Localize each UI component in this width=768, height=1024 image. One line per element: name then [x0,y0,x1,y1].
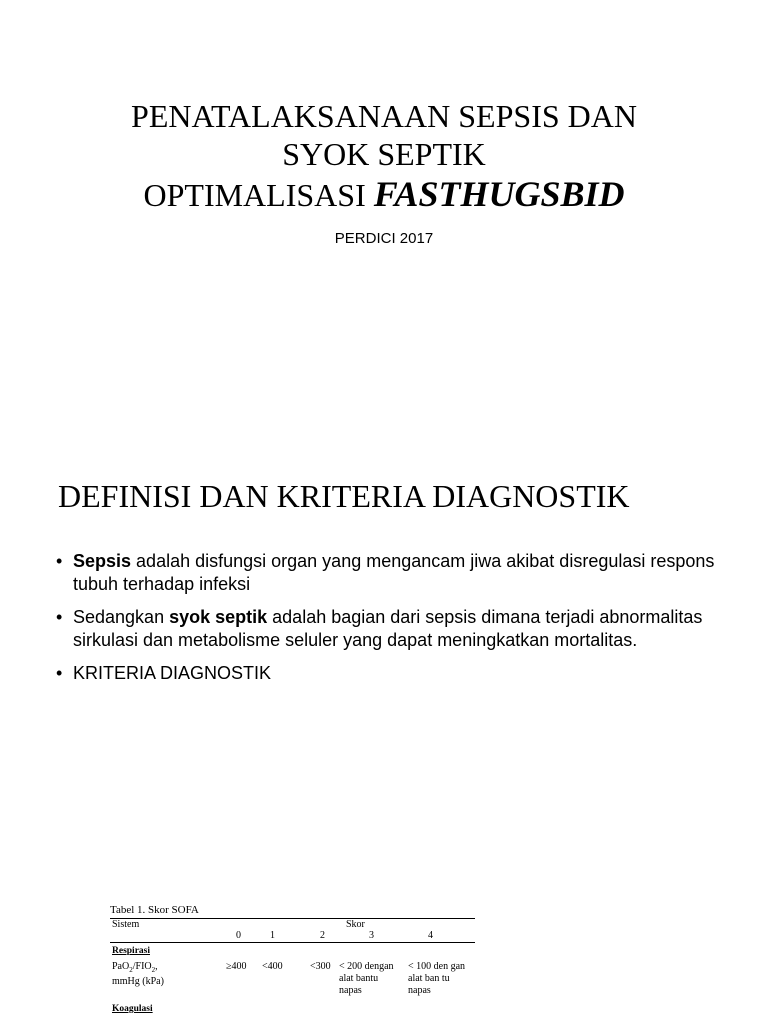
header-sistem: Sistem [112,919,140,930]
row-label-pao-sub: 2 [129,966,133,974]
value-2: <300 [310,961,331,972]
bullet-sepsis-text: adalah disfungsi organ yang mengancam jiwa akibat disregulasi respons tubuh terhadap infeksi [73,551,715,594]
row-label-pao: PaO [112,961,130,972]
score-3: 3 [369,930,374,941]
score-2: 2 [320,930,325,941]
bullet-syok-text: adalah bagian dari sepsis dimana terjadi abnormalitas sirkulasi dan metabolisme seluler yang dapat meningkatkan mortalitas. [73,607,703,650]
section-koagulasi-row [110,1003,475,1015]
section-respirasi: Respirasi [112,946,150,956]
row-label-line-1 [112,961,164,976]
respirasi-data-row [110,959,475,1003]
subtitle: PERDICI 2017 [334,230,434,247]
row-label-line-2: mmHg (kPa) [112,976,164,987]
bullet-syok-septik [56,606,716,652]
section-koagulasi: Koagulasi [112,1004,153,1014]
value-3: < 200 dengan alat bantu napas [339,961,394,996]
row-label-fio-sub: 2 [151,966,156,974]
score-4: 4 [428,930,433,941]
title-line-1: PENATALAKSANAAN SEPSIS DAN [131,98,637,134]
score-1: 1 [270,930,275,941]
score-0: 0 [236,930,241,941]
value-1: <400 [262,961,283,972]
bullet-sepsis-bold: Sepsis [73,551,132,571]
row-label-fio: /FIO [132,961,152,972]
bullet-kriteria-text: KRITERIA DIAGNOSTIK [73,663,272,683]
sofa-table [110,904,475,1015]
bullet-list [56,550,716,695]
table-header-row [110,919,475,930]
title-line-2: SYOK SEPTIK [282,136,486,172]
section-respirasi-row [110,943,475,959]
table-score-row [110,930,475,943]
row-label [112,961,164,988]
title-line-3 [0,176,768,213]
row-label-comma: , [155,961,158,972]
bullet-syok-bold: syok septik [169,607,268,627]
bullet-kriteria [56,662,716,685]
title-emphasis: FASTHUGSBID [373,174,625,214]
table-caption: Tabel 1. Skor SOFA [110,904,199,916]
header-skor: Skor [346,919,365,930]
value-0: ≥400 [226,961,247,972]
bullet-syok-prefix: Sedangkan [73,607,170,627]
value-4: < 100 den gan alat ban tu napas [408,961,466,996]
bullet-sepsis [56,550,716,596]
title-slide [0,0,768,452]
title-line-3-prefix: OPTIMALISASI [143,177,374,213]
slide-title: DEFINISI DAN KRITERIA DIAGNOSTIK [58,478,630,514]
definition-slide [0,452,768,1024]
